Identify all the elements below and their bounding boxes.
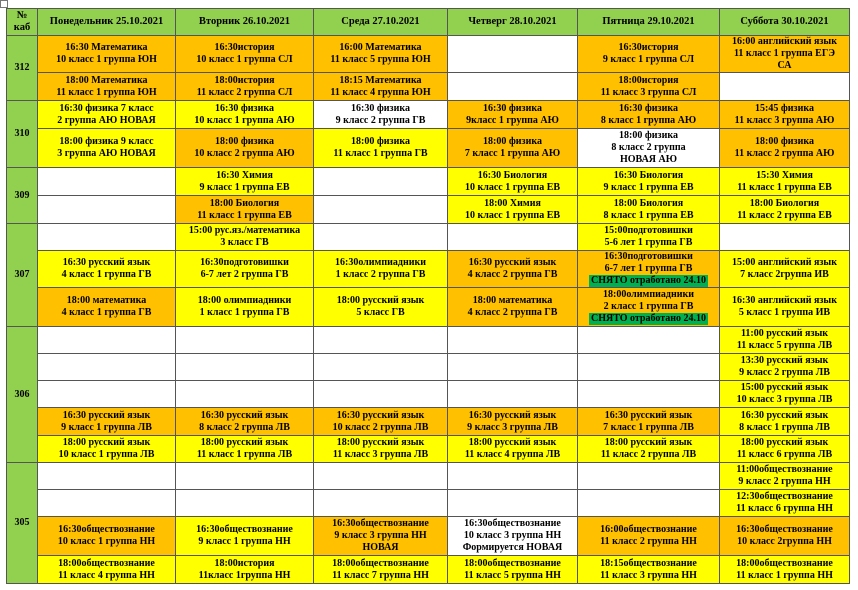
lesson-group: 11 класс 2 группа СЛ — [196, 86, 293, 98]
lesson-group: 10 класс 1 группа ЕВ — [464, 181, 561, 193]
lesson-group: 10 класс 2 группа ЛВ — [332, 421, 429, 433]
schedule-row — [7, 408, 850, 436]
lesson-cell-fri — [578, 251, 720, 288]
lesson-cell-fri — [578, 36, 720, 73]
lesson-cell-sat — [720, 327, 850, 354]
lesson-time-subject: 18:00обществознание — [332, 557, 429, 569]
lesson-cell-fri — [578, 168, 720, 196]
schedule-row — [7, 381, 850, 408]
lesson-cell-fri — [578, 408, 720, 436]
room-number: 305 — [7, 463, 38, 584]
lesson-group: 2 группа АЮ НОВАЯ — [57, 114, 156, 126]
lesson-group: 10 класс 1 группа ЛВ — [58, 449, 155, 460]
lesson-time-subject: 16:30 русский язык — [62, 409, 151, 421]
schedule-row — [7, 129, 850, 168]
empty-cell-wed — [314, 168, 448, 196]
empty-cell-mon — [38, 196, 176, 224]
lesson-time-subject: 16:30история — [618, 42, 679, 53]
lesson-group: 9 класс 3 группа НН — [334, 530, 427, 541]
lesson-cell-fri — [578, 288, 720, 327]
empty-cell-sat — [720, 224, 850, 251]
lesson-cell-mon — [38, 288, 176, 327]
day-header-mon: Понедельник 25.10.2021 — [38, 9, 176, 36]
lesson-time-subject: 16:30подготовишки — [200, 257, 289, 268]
lesson-cell-tue — [176, 168, 314, 196]
lesson-time-subject: 16:30 Биология — [613, 169, 684, 181]
lesson-group: 11 класс 1 группа ЛВ — [196, 449, 293, 460]
empty-cell-thu — [448, 463, 578, 490]
lesson-group: 11 класс 1 группа НН — [736, 569, 833, 581]
lesson-group: 11 класс 6 группа ЛВ — [736, 449, 833, 460]
schedule-row — [7, 354, 850, 381]
lesson-group: 8 класс 2 группа ЛВ — [199, 421, 290, 433]
lesson-group: 9 класс 2 группа ЛВ — [739, 367, 830, 378]
lesson-time-subject: 16:30 русский язык — [468, 409, 557, 421]
lesson-time-subject: 18:00обществознание — [464, 557, 561, 569]
lesson-cell-thu — [448, 168, 578, 196]
schedule-row — [7, 251, 850, 288]
schedule-row — [7, 288, 850, 327]
lesson-time-subject: 18:15обществознание — [600, 557, 697, 569]
lesson-time-subject: 16:30 русский язык — [740, 409, 829, 421]
lesson-group: 9 класс 1 группа ЛВ — [61, 421, 152, 433]
lesson-group: 11 класс 1 группа ЕВ — [197, 209, 292, 221]
lesson-cell-thu — [448, 517, 578, 556]
lesson-group: 2 класс 1 группа ГВ — [603, 301, 694, 312]
empty-cell-fri — [578, 490, 720, 517]
lesson-time-subject: 15:00 английский язык — [732, 257, 837, 268]
lesson-group: 10 класс 3 группа НН — [463, 530, 562, 541]
lesson-cell-thu — [448, 288, 578, 327]
lesson-time-subject: 16:30 физика — [351, 102, 410, 114]
lesson-group: 10 класс 2 группа АЮ — [194, 148, 295, 159]
lesson-cell-fri — [578, 129, 720, 168]
empty-cell-wed — [314, 490, 448, 517]
lesson-time-subject: 18:00 русский язык — [468, 437, 557, 448]
lesson-group: 9 класс 1 группа СЛ — [602, 54, 695, 65]
lesson-group: 7 класс 1 группа ЛВ — [603, 421, 694, 433]
lesson-cell-fri — [578, 196, 720, 224]
lesson-group: 7 класс 1 группа АЮ — [464, 148, 561, 159]
lesson-time-subject: 18:00 русский язык — [740, 437, 829, 448]
lesson-group: 11 класс 6 группа НН — [736, 503, 833, 514]
lesson-cell-thu — [448, 251, 578, 288]
lesson-time-subject: 16:30обществознание — [332, 518, 429, 529]
lesson-cell-fri — [578, 224, 720, 251]
lesson-time-subject: 18:00 Биология — [209, 197, 280, 209]
empty-cell-fri — [578, 327, 720, 354]
lesson-group: 7 класс 2группа ИВ — [740, 269, 829, 280]
lesson-group: 11 класс 1 группа ГВ — [333, 148, 428, 159]
lesson-cell-tue — [176, 196, 314, 224]
lesson-cell-sat — [720, 517, 850, 556]
lesson-group: 1 класс 1 группа ГВ — [199, 307, 290, 318]
lesson-cell-sat — [720, 463, 850, 490]
empty-cell-fri — [578, 354, 720, 381]
empty-cell-mon — [38, 168, 176, 196]
lesson-note: СА — [777, 60, 792, 71]
lesson-cell-thu — [448, 408, 578, 436]
empty-cell-sat — [720, 73, 850, 101]
lesson-cell-sat — [720, 129, 850, 168]
lesson-group: 3 группа АЮ НОВАЯ — [57, 148, 156, 159]
lesson-cell-mon — [38, 36, 176, 73]
lesson-group: 9 класс 2 группа НН — [738, 476, 831, 487]
lesson-time-subject: 15:00подготовишки — [604, 225, 693, 236]
lesson-group: 11 класс 3 группа СЛ — [600, 86, 697, 98]
lesson-cell-mon — [38, 517, 176, 556]
lesson-cell-mon — [38, 408, 176, 436]
lesson-time-subject: 18:00 русский язык — [604, 437, 693, 448]
lesson-cell-fri — [578, 556, 720, 584]
lesson-time-subject: 18:00 физика — [215, 136, 274, 147]
lesson-group: 4 класс 2 группа ГВ — [467, 269, 558, 280]
lesson-time-subject: 18:00 физика — [483, 136, 542, 147]
lesson-time-subject: 18:00история — [214, 557, 275, 569]
lesson-time-subject: 18:00 Биология — [613, 197, 684, 209]
schedule-table — [6, 8, 850, 584]
lesson-time-subject: 16:30 русский язык — [200, 409, 289, 421]
lesson-group: 10 класс 2группа НН — [737, 536, 832, 547]
lesson-group: 8 класс 1 группа АЮ — [600, 114, 697, 126]
lesson-cell-mon — [38, 101, 176, 129]
empty-cell-tue — [176, 381, 314, 408]
room-number: 306 — [7, 327, 38, 463]
lesson-note: НОВАЯ АЮ — [619, 154, 678, 165]
lesson-time-subject: 18:00 русский язык — [62, 437, 151, 448]
empty-cell-mon — [38, 490, 176, 517]
lesson-cell-mon — [38, 129, 176, 168]
lesson-cell-wed — [314, 408, 448, 436]
lesson-time-subject: 18:00история — [214, 74, 275, 86]
schedule-body — [7, 36, 850, 584]
lesson-time-subject: 16:30подготовишки — [604, 251, 693, 262]
lesson-group: 4 класс 1 группа ГВ — [61, 269, 152, 280]
lesson-cell-wed — [314, 251, 448, 288]
lesson-group: 11 класс 2 группа АЮ — [734, 148, 835, 159]
lesson-cell-tue — [176, 288, 314, 327]
lesson-note: НОВАЯ — [362, 542, 399, 553]
lesson-time-subject: 18:00 Химия — [484, 197, 541, 209]
lesson-time-subject: 18:00 русский язык — [336, 437, 425, 448]
lesson-cell-thu — [448, 196, 578, 224]
lesson-group: 10 класс 1 группа СЛ — [196, 54, 293, 65]
lesson-time-subject: 18:00 физика — [755, 136, 814, 147]
lesson-time-subject: 15:30 Химия — [756, 169, 813, 181]
lesson-cell-sat — [720, 251, 850, 288]
lesson-cell-tue — [176, 224, 314, 251]
lesson-group: 6-7 лет 2 группа ГВ — [200, 269, 289, 280]
lesson-time-subject: 18:00 математика — [472, 295, 553, 306]
lesson-time-subject: 16:30 Биология — [477, 169, 548, 181]
lesson-group: 9класс 1 группа АЮ — [466, 114, 559, 126]
lesson-cell-tue — [176, 129, 314, 168]
lesson-cell-fri — [578, 436, 720, 463]
room-number-header — [7, 9, 38, 36]
lesson-group: 10 класс 1 группа НН — [57, 536, 156, 547]
lesson-cell-mon — [38, 73, 176, 101]
lesson-time-subject: 16:00 английский язык — [732, 36, 837, 47]
lesson-group: 10 класс 1 группа АЮ — [194, 114, 295, 126]
lesson-group: 11 класс 7 группа НН — [332, 569, 429, 581]
schedule-row — [7, 490, 850, 517]
schedule-row — [7, 463, 850, 490]
lesson-cell-mon — [38, 251, 176, 288]
lesson-time-subject: 15:00 рус.яз./математика — [188, 225, 301, 236]
lesson-group: 11 класс 4 группа НН — [58, 569, 155, 581]
lesson-cell-fri — [578, 73, 720, 101]
lesson-group: 11 класс 3 группа НН — [600, 569, 697, 581]
room-number: 312 — [7, 36, 38, 101]
empty-cell-thu — [448, 224, 578, 251]
lesson-time-subject: 11:00обществознание — [736, 464, 833, 475]
lesson-group: 4 класс 1 группа ГВ — [61, 307, 152, 318]
lesson-time-subject: 16:30 русский язык — [336, 409, 425, 421]
schedule-row — [7, 168, 850, 196]
schedule-row — [7, 101, 850, 129]
lesson-cell-wed — [314, 73, 448, 101]
lesson-cell-tue — [176, 556, 314, 584]
lesson-time-subject: 16:30 русский язык — [468, 257, 557, 268]
lesson-time-subject: 16:30история — [214, 42, 275, 53]
lesson-group: 11 класс 2 группа ЛВ — [600, 449, 697, 460]
lesson-cell-tue — [176, 36, 314, 73]
lesson-group: 11 класс 1 группа ЮН — [56, 86, 157, 98]
empty-cell-wed — [314, 463, 448, 490]
schedule-row — [7, 517, 850, 556]
lesson-time-subject: 18:00история — [618, 74, 679, 86]
lesson-cell-thu — [448, 556, 578, 584]
empty-cell-thu — [448, 73, 578, 101]
lesson-time-subject: 16:30обществознание — [736, 524, 833, 535]
lesson-group: 6-7 лет 1 группа ГВ — [604, 263, 693, 274]
empty-cell-mon — [38, 463, 176, 490]
lesson-time-subject: 18:00 русский язык — [336, 295, 425, 306]
lesson-group: 8 класс 1 группа ЕВ — [603, 209, 694, 221]
schedule-row — [7, 224, 850, 251]
lesson-time-subject: 18:00 Математика — [65, 74, 148, 86]
lesson-cell-sat — [720, 381, 850, 408]
lesson-time-subject: 16:30 Химия — [216, 169, 273, 181]
lesson-cell-tue — [176, 251, 314, 288]
lesson-cell-wed — [314, 288, 448, 327]
lesson-group: 11 класс 1 группа ЕГЭ — [733, 48, 835, 59]
lesson-cell-wed — [314, 517, 448, 556]
lesson-group: 11 класс 5 группа ЮН — [330, 54, 431, 65]
lesson-group: 9 класс 1 группа ЕВ — [603, 181, 694, 193]
lesson-time-subject: 18:00 физика 9 класс — [59, 136, 154, 147]
empty-cell-tue — [176, 463, 314, 490]
empty-cell-wed — [314, 224, 448, 251]
lesson-group: 5-6 лет 1 группа ГВ — [604, 237, 693, 248]
lesson-cell-sat — [720, 196, 850, 224]
empty-cell-thu — [448, 381, 578, 408]
lesson-group: 11 класс 2 группа ЕВ — [737, 209, 832, 221]
lesson-time-subject: 18:00обществознание — [736, 557, 833, 569]
empty-cell-fri — [578, 463, 720, 490]
lesson-time-subject: 18:00 физика — [619, 130, 678, 141]
lesson-group: 3 класс ГВ — [220, 237, 269, 248]
lesson-time-subject: 16:30 Математика — [65, 42, 148, 53]
empty-cell-mon — [38, 327, 176, 354]
lesson-cell-sat — [720, 408, 850, 436]
empty-cell-tue — [176, 327, 314, 354]
lesson-time-subject: 16:30обществознание — [58, 524, 155, 535]
kab-label: каб — [13, 22, 31, 33]
room-number: 309 — [7, 168, 38, 224]
lesson-group: 5 класс ГВ — [356, 307, 405, 318]
empty-cell-mon — [38, 354, 176, 381]
lesson-cell-mon — [38, 556, 176, 584]
lesson-group: 10 класс 1 группа ЕВ — [464, 209, 561, 221]
lesson-group: 11 класс 2 группа НН — [600, 536, 697, 547]
lesson-cell-sat — [720, 556, 850, 584]
empty-cell-wed — [314, 196, 448, 224]
lesson-cell-tue — [176, 408, 314, 436]
lesson-time-subject: 18:00 физика — [351, 136, 410, 147]
lesson-group: 10 класс 3 группа ЛВ — [736, 394, 833, 405]
lesson-cell-wed — [314, 436, 448, 463]
empty-cell-tue — [176, 354, 314, 381]
schedule-row — [7, 436, 850, 463]
lesson-time-subject: 18:00 Биология — [749, 197, 820, 209]
empty-cell-mon — [38, 381, 176, 408]
day-header-wed: Среда 27.10.2021 — [314, 9, 448, 36]
schedule-row — [7, 556, 850, 584]
lesson-cell-wed — [314, 101, 448, 129]
lesson-time-subject: 18:00 русский язык — [200, 437, 289, 448]
lesson-group: 11 класс 4 группа ЛВ — [464, 449, 561, 460]
empty-cell-mon — [38, 224, 176, 251]
lesson-cell-thu — [448, 129, 578, 168]
lesson-cell-sat — [720, 354, 850, 381]
lesson-time-subject: 16:30 физика — [483, 102, 542, 114]
lesson-time-subject: 16:30обществознание — [196, 524, 293, 535]
lesson-cell-thu — [448, 101, 578, 129]
lesson-time-subject: 18:00обществознание — [58, 557, 155, 569]
lesson-cell-sat — [720, 36, 850, 73]
lesson-cell-sat — [720, 101, 850, 129]
lesson-group: 10 класс 1 группа ЮН — [56, 54, 157, 65]
lesson-group: 11 класс 1 группа ЕВ — [737, 181, 832, 193]
lesson-time-subject: 18:00 олимпиадники — [197, 295, 292, 306]
cancelled-badge: СНЯТО отработано 24.10 — [590, 313, 707, 324]
lesson-cell-tue — [176, 73, 314, 101]
empty-cell-fri — [578, 381, 720, 408]
day-header-fri: Пятница 29.10.2021 — [578, 9, 720, 36]
lesson-group: 9 класс 2 группа ГВ — [335, 114, 426, 126]
cancelled-badge: СНЯТО отработано 24.10 — [590, 275, 707, 286]
lesson-time-subject: 16:30 физика — [619, 102, 678, 114]
lesson-cell-tue — [176, 101, 314, 129]
lesson-cell-tue — [176, 517, 314, 556]
lesson-group: 9 класс 3 группа ЛВ — [467, 421, 558, 433]
lesson-time-subject: 18:00 математика — [66, 295, 147, 306]
lesson-group: 11 класс 3 группа ЛВ — [332, 449, 429, 460]
schedule-row — [7, 73, 850, 101]
lesson-time-subject: 16:30олимпиадники — [334, 257, 426, 268]
schedule-row — [7, 36, 850, 73]
lesson-group: 4 класс 2 группа ГВ — [467, 307, 558, 318]
lesson-time-subject: 16:00обществознание — [600, 524, 697, 535]
header-row — [7, 9, 850, 36]
lesson-time-subject: 16:30 физика — [215, 102, 274, 114]
lesson-time-subject: 13:30 русский язык — [740, 355, 829, 366]
lesson-cell-fri — [578, 101, 720, 129]
lesson-cell-sat — [720, 436, 850, 463]
lesson-group: 8 класс 2 группа — [611, 142, 686, 153]
lesson-cell-wed — [314, 36, 448, 73]
lesson-time-subject: 11:00 русский язык — [740, 328, 829, 339]
empty-cell-wed — [314, 381, 448, 408]
room-number: 307 — [7, 224, 38, 327]
lesson-cell-sat — [720, 490, 850, 517]
empty-cell-wed — [314, 354, 448, 381]
lesson-time-subject: 15:00 русский язык — [740, 382, 829, 393]
day-header-tue: Вторник 26.10.2021 — [176, 9, 314, 36]
lesson-cell-wed — [314, 129, 448, 168]
lesson-group: 11 класс 5 группа НН — [464, 569, 561, 581]
lesson-group: 11 класс 4 группа ЮН — [330, 86, 431, 98]
lesson-group: 11 класс 5 группа ЛВ — [736, 340, 833, 351]
lesson-group: 8 класс 1 группа ЛВ — [739, 421, 830, 433]
empty-cell-tue — [176, 490, 314, 517]
empty-cell-wed — [314, 327, 448, 354]
lesson-cell-tue — [176, 436, 314, 463]
lesson-cell-mon — [38, 436, 176, 463]
lesson-cell-wed — [314, 556, 448, 584]
lesson-cell-sat — [720, 168, 850, 196]
lesson-time-subject: 12:30обществознание — [736, 491, 833, 502]
schedule-row — [7, 327, 850, 354]
day-header-sat: Суббота 30.10.2021 — [720, 9, 850, 36]
lesson-group: 1 класс 2 группа ГВ — [335, 269, 426, 280]
room-number: 310 — [7, 101, 38, 168]
lesson-time-subject: 16:30 русский язык — [62, 257, 151, 268]
empty-cell-thu — [448, 490, 578, 517]
lesson-note: Формируется НОВАЯ — [462, 542, 563, 553]
lesson-cell-sat — [720, 288, 850, 327]
lesson-time-subject: 15:45 физика — [755, 102, 814, 114]
lesson-time-subject: 16:30 русский язык — [604, 409, 693, 421]
lesson-group: 5 класс 1 группа ИВ — [738, 307, 831, 318]
lesson-time-subject: 16:00 Математика — [339, 42, 422, 53]
day-header-thu: Четверг 28.10.2021 — [448, 9, 578, 36]
empty-cell-thu — [448, 354, 578, 381]
schedule-row — [7, 196, 850, 224]
sheet-corner-marker — [0, 0, 8, 8]
lesson-cell-thu — [448, 436, 578, 463]
lesson-group: 9 класс 1 группа ЕВ — [199, 181, 290, 193]
lesson-time-subject: 18:15 Математика — [339, 74, 422, 86]
empty-cell-thu — [448, 36, 578, 73]
lesson-time-subject: 18:00олимпиадники — [602, 289, 694, 300]
lesson-time-subject: 16:30обществознание — [464, 518, 561, 529]
num-sign: № — [16, 10, 28, 21]
lesson-cell-fri — [578, 517, 720, 556]
lesson-group: 11класс 1группа НН — [198, 569, 291, 581]
lesson-group: 11 класс 3 группа АЮ — [734, 114, 835, 126]
empty-cell-thu — [448, 327, 578, 354]
lesson-group: 9 класс 1 группа НН — [198, 536, 291, 547]
lesson-time-subject: 16:30 английский язык — [732, 295, 837, 306]
lesson-time-subject: 16:30 физика 7 класс — [59, 102, 154, 114]
